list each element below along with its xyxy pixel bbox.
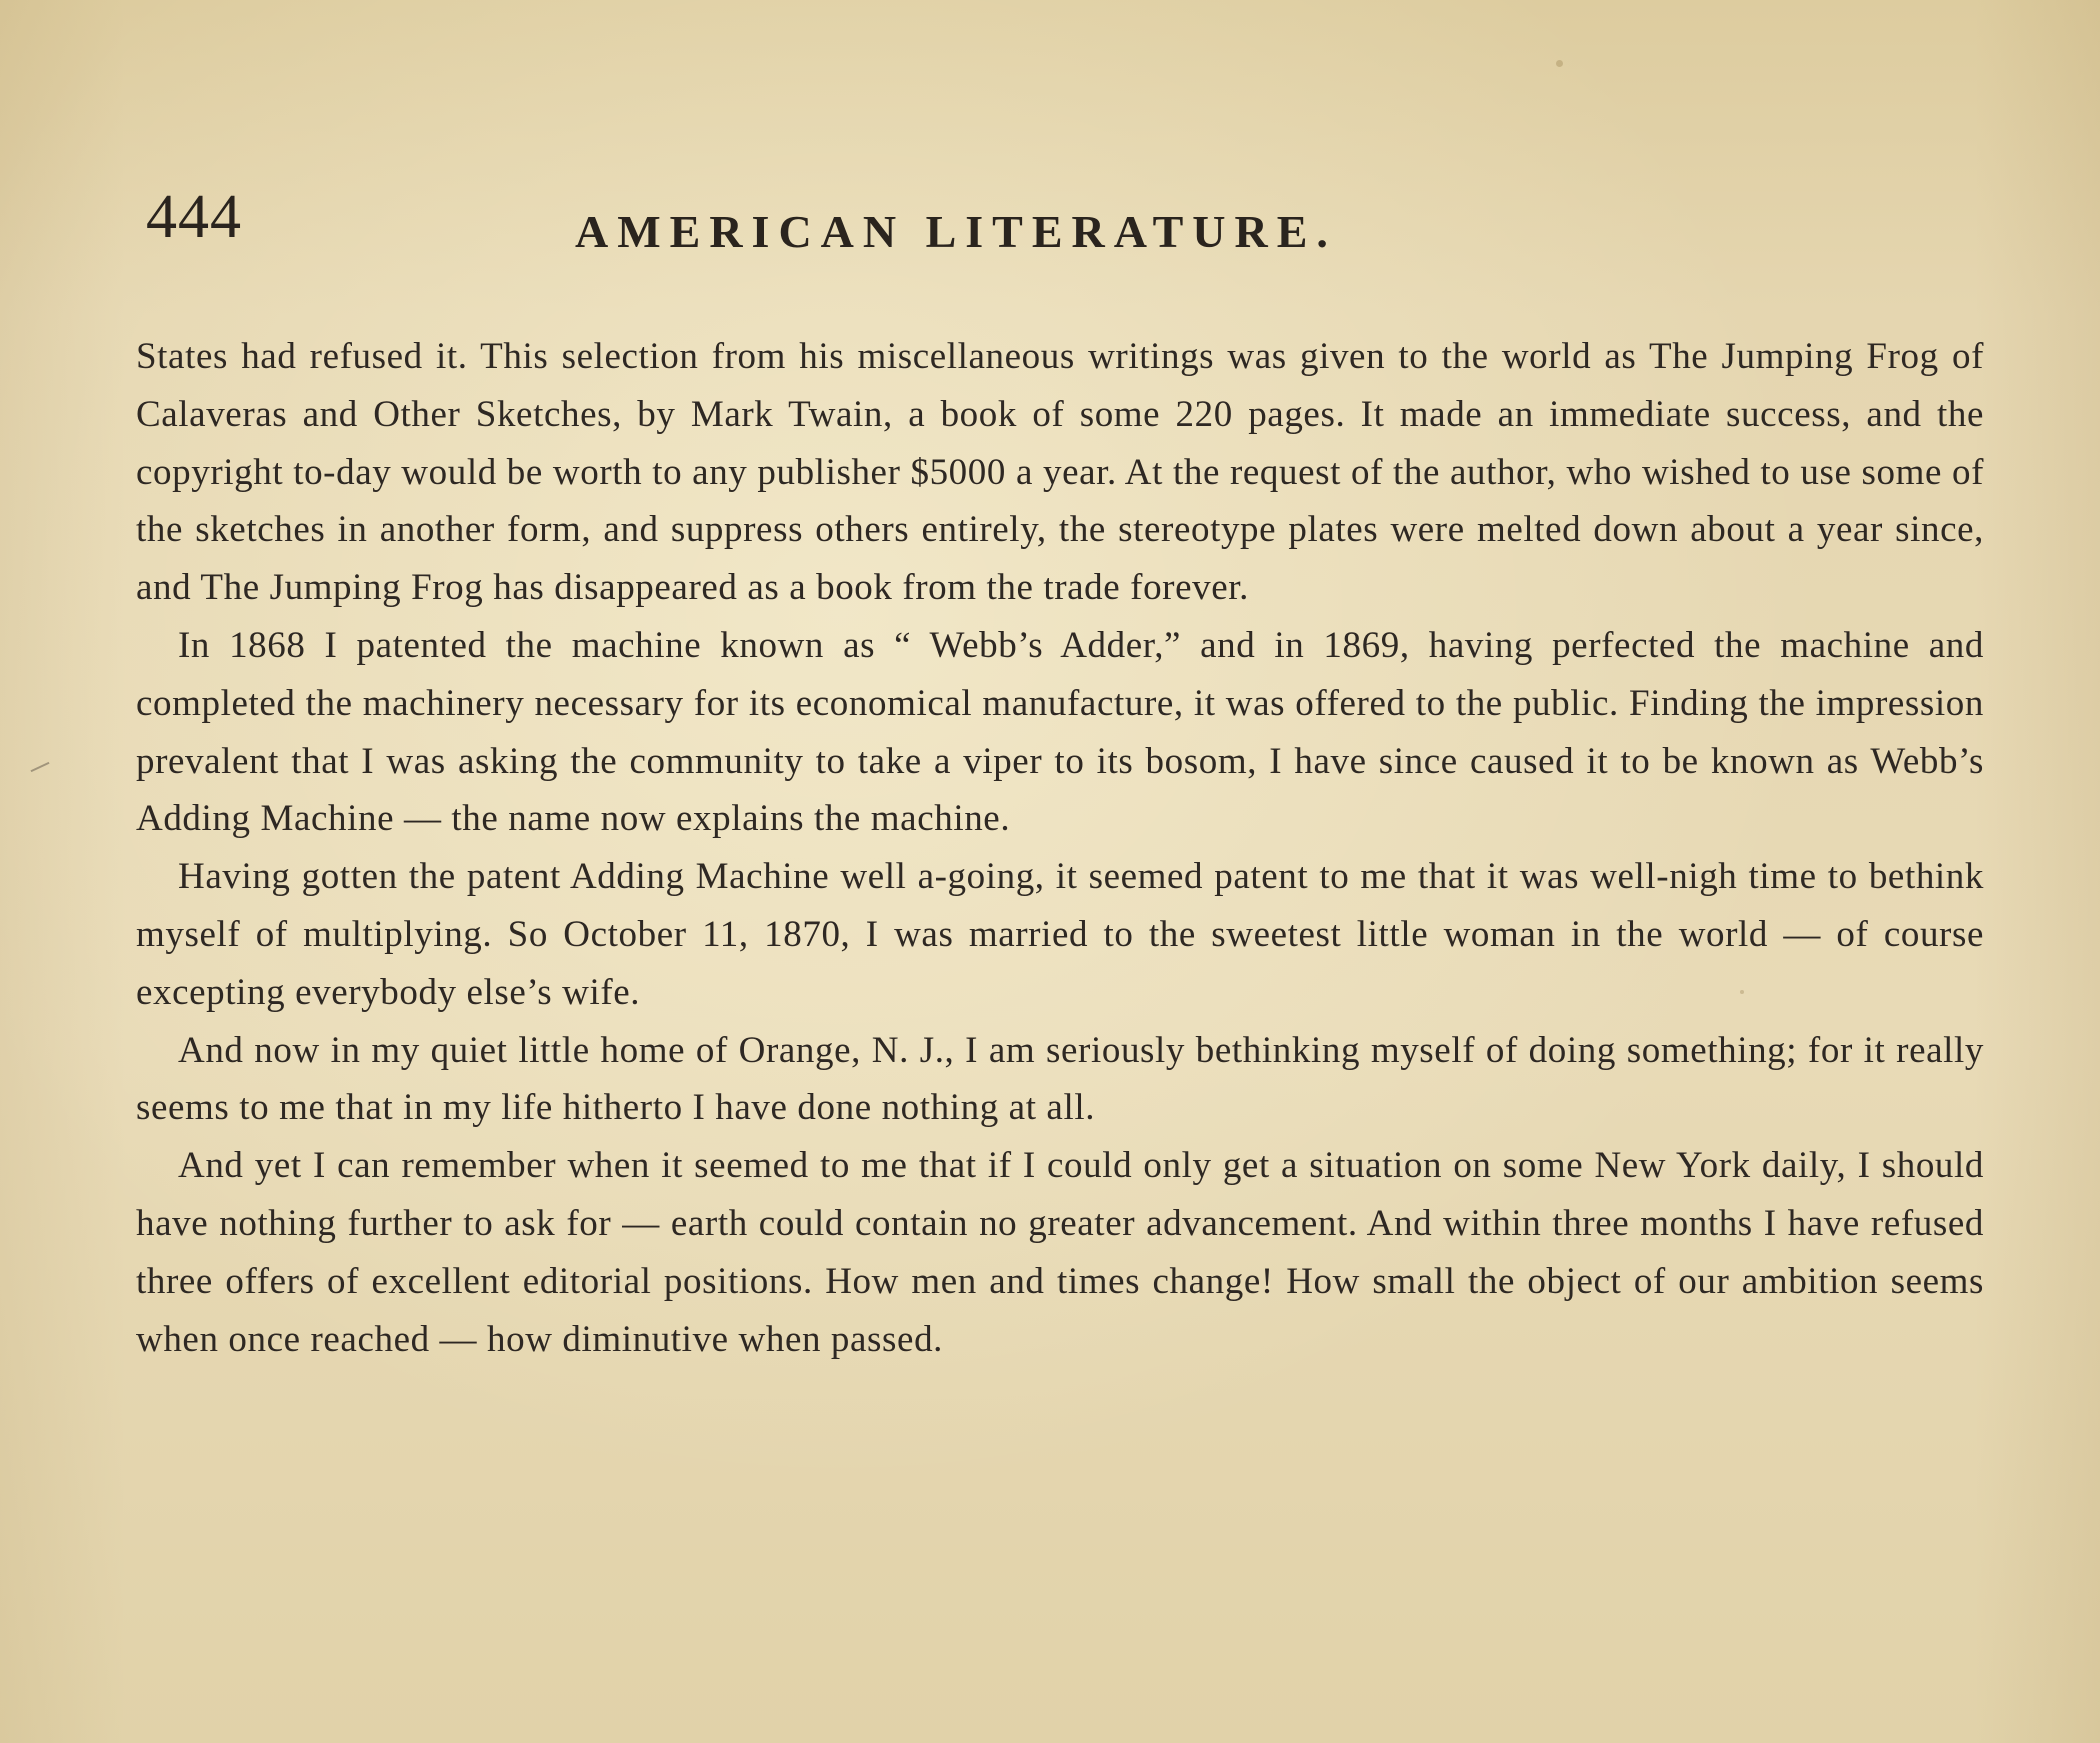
paper-speck: [1556, 60, 1563, 67]
running-title: AMERICAN LITERATURE.: [575, 206, 1337, 257]
paragraph: States had refused it. This selection from his miscellaneous writings was given to the world as The Jumping Frog of Calaveras and Other Sketches, by Mark Twain, a book of some 220 pages. It made an immediate success, and the copyright to-day would be worth to any publisher $5000 a year. At the request of the author, who wished to use some of the sketches in another form, and suppress others entirely, the stereotype plates were melted down about a year since, and The Jumping Frog has disappeared as a book from the trade forever.: [136, 336, 1984, 609]
margin-pencil-mark: [31, 762, 50, 772]
paragraph: And now in my quiet little home of Orange, N. J., I am seriously bethinking myself of doing something; for it really seems to me that in my life hitherto I have done nothing at all.: [136, 1029, 1984, 1129]
paragraph: Having gotten the patent Adding Machine well a-going, it seemed patent to me that it was well-nigh time to bethink myself of multiplying. So October 11, 1870, I was married to the sweetest little woman in the world — of course excepting everybody else’s wife.: [136, 856, 1984, 1013]
body-text: [136, 328, 1984, 1368]
paragraph: And yet I can remember when it seemed to me that if I could only get a situation on some New York daily, I should have nothing further to ask for — earth could contain no greater advancement. And within three months I have refused three offers of excellent editorial positions. How men and times change! How small the object of our ambition seems when once reached — how diminutive when passed.: [136, 1145, 1984, 1360]
page-number: 444: [146, 183, 242, 251]
paragraph: In 1868 I patented the machine known as “ Webb’s Adder,” and in 1869, having perfected the machine and completed the machinery necessary for its economical manufacture, it was offered to the public. Finding the impression prevalent that I was asking the community to take a viper to its bosom, I have since caused it to be known as Webb’s Adding Machine — the name now explains the machine.: [136, 624, 1984, 840]
